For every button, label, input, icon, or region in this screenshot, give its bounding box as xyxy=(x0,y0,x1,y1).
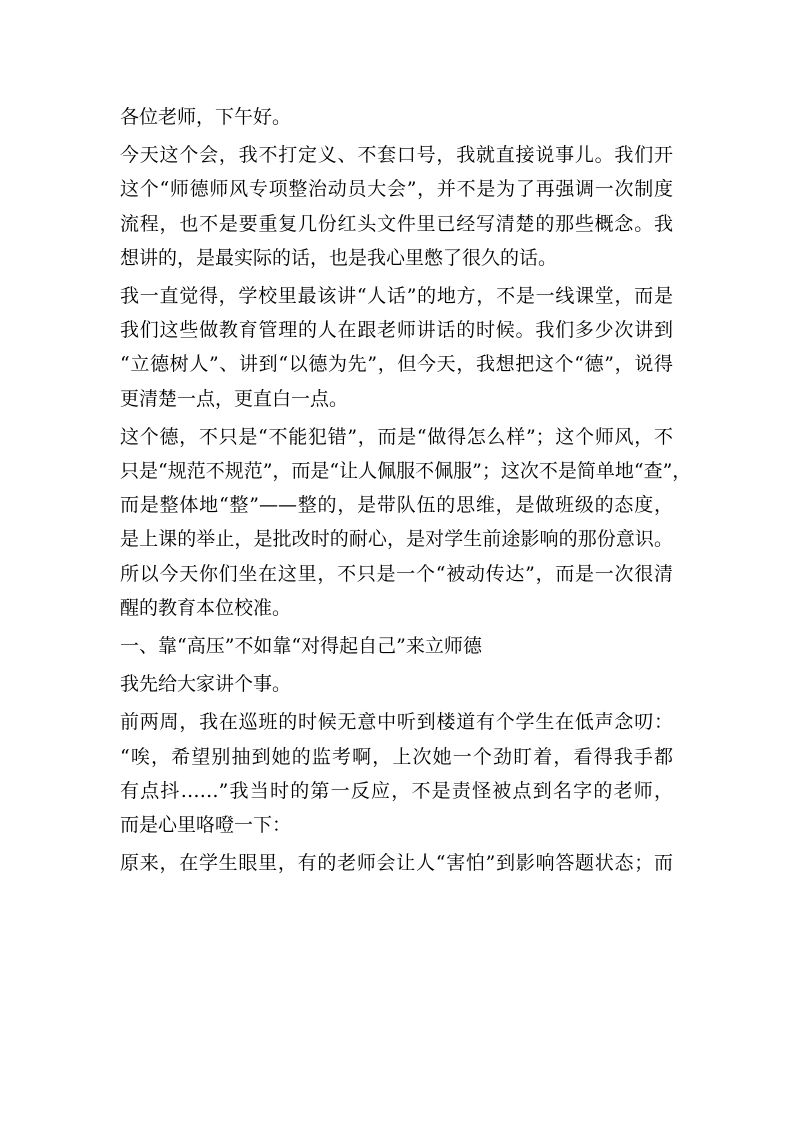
text-line: 今天这个会，我不打定义、不套口号，我就直接说事儿。我们开 xyxy=(120,144,673,167)
text-line: 是上课的举止，是批改时的耐心，是对学生前途影响的那份意识。 xyxy=(120,528,673,551)
text-line: 我们这些做教育管理的人在跟老师讲话的时候。我们多少次讲到 xyxy=(120,319,673,342)
text-line: 前两周，我在巡班的时候无意中听到楼道有个学生在低声念叨： xyxy=(120,711,673,734)
text-line: 这个“师德师风专项整治动员大会”，并不是为了再强调一次制度 xyxy=(120,178,673,201)
text-line: “唉，希望别抽到她的监考啊，上次她一个劲盯着，看得我手都 xyxy=(120,745,673,768)
document-page xyxy=(120,100,692,884)
text-line: 而是整体地“整”——整的，是带队伍的思维，是做班级的态度， xyxy=(120,494,673,517)
intro-paragraph xyxy=(120,138,673,275)
text-line: 流程，也不是要重复几份红头文件里已经写清楚的那些概念。我 xyxy=(120,212,673,235)
text-line: 更清楚一点，更直白一点。 xyxy=(120,387,349,410)
body-paragraph xyxy=(120,420,692,625)
section-heading-text: 一、靠“高压”不如靠“对得起自己”来立师德 xyxy=(120,635,482,658)
body-paragraph xyxy=(120,846,673,880)
body-paragraph xyxy=(120,667,673,701)
greeting-paragraph xyxy=(120,100,673,134)
section-heading xyxy=(120,629,673,663)
text-line: 而是心里咯噔一下： xyxy=(120,814,292,837)
body-paragraph xyxy=(120,279,673,416)
text-line: 这个德，不只是“不能犯错”，而是“做得怎么样”；这个师风，不 xyxy=(120,425,673,448)
text-line: 所以今天你们坐在这里，不只是一个“被动传达”，而是一次很清 xyxy=(120,562,673,585)
body-paragraph xyxy=(120,705,673,842)
text-line: 想讲的，是最实际的话，也是我心里憋了很久的话。 xyxy=(120,246,558,269)
text-line: 醒的教育本位校准。 xyxy=(120,596,292,619)
text-line: 我先给大家讲个事。 xyxy=(120,673,292,696)
text-line: 只是“规范不规范”，而是“让人佩服不佩服”；这次不是简单地“查”， xyxy=(120,460,692,483)
text-line: “立德树人”、讲到“以德为先”，但今天，我想把这个“德”，说得 xyxy=(120,353,673,376)
text-line: 原来，在学生眼里，有的老师会让人“害怕”到影响答题状态；而 xyxy=(120,852,673,875)
text-line: 我一直觉得，学校里最该讲“人话”的地方，不是一线课堂，而是 xyxy=(120,285,673,308)
text-line: 有点抖……”我当时的第一反应，不是责怪被点到名字的老师， xyxy=(120,779,673,802)
text-line: 各位老师，下午好。 xyxy=(120,106,292,128)
